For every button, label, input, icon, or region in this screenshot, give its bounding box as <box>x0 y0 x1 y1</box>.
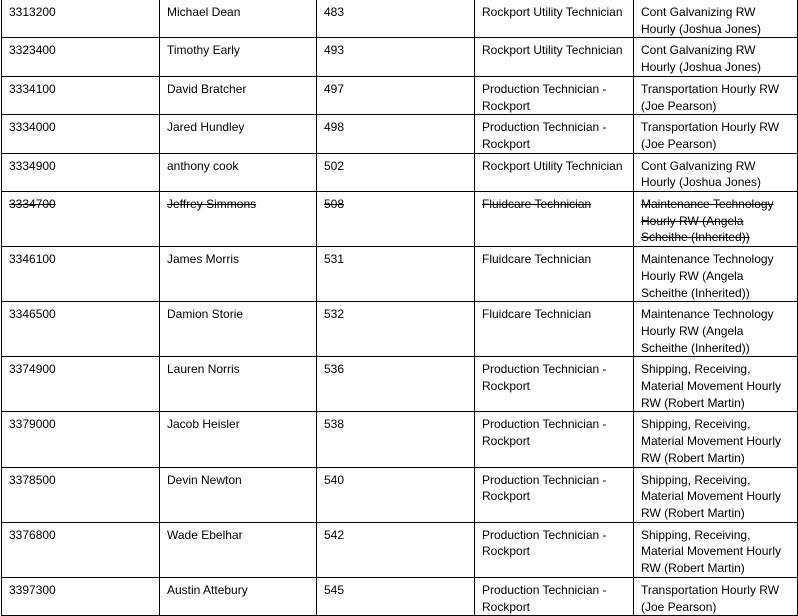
table-row-struck <box>2 192 798 247</box>
employee-id-cell: 3334000 <box>2 115 160 153</box>
department-cell: Maintenance Technology Hourly RW (Angela Scheithe (Inherited)) <box>634 302 798 357</box>
department-cell: Cont Galvanizing RW Hourly (Joshua Jones) <box>634 153 798 191</box>
employee-number-cell: 498 <box>317 115 475 153</box>
employee-name-cell: Jacob Heisler <box>160 412 317 467</box>
employee-id-cell: 3376800 <box>2 522 160 577</box>
employee-number-cell: 531 <box>317 247 475 302</box>
employee-number-cell: 497 <box>317 76 475 114</box>
job-title-cell: Production Technician - Rockport <box>475 577 634 615</box>
employee-table <box>1 0 798 616</box>
job-title-cell: Production Technician - Rockport <box>475 522 634 577</box>
table-row <box>2 38 798 76</box>
employee-name-cell: Damion Storie <box>160 302 317 357</box>
job-title-cell: Production Technician - Rockport <box>475 357 634 412</box>
employee-name-cell: Michael Dean <box>160 0 317 38</box>
employee-id-cell: 3346100 <box>2 247 160 302</box>
table-row <box>2 412 798 467</box>
department-cell: Cont Galvanizing RW Hourly (Joshua Jones) <box>634 0 798 38</box>
department-cell: Transportation Hourly RW (Joe Pearson) <box>634 76 798 114</box>
employee-id-cell: 3334900 <box>2 153 160 191</box>
job-title-cell: Production Technician - Rockport <box>475 115 634 153</box>
job-title-cell: Rockport Utility Technician <box>475 153 634 191</box>
table-row <box>2 115 798 153</box>
employee-name-cell: Jeffrey Simmons <box>160 192 317 247</box>
department-cell: Transportation Hourly RW (Joe Pearson) <box>634 577 798 615</box>
table-row <box>2 302 798 357</box>
department-cell: Shipping, Receiving, Material Movement Hourly RW (Robert Martin) <box>634 412 798 467</box>
employee-id-cell: 3374900 <box>2 357 160 412</box>
employee-number-cell: 502 <box>317 153 475 191</box>
table-row <box>2 76 798 114</box>
employee-name-cell: Lauren Norris <box>160 357 317 412</box>
employee-id-cell: 3397300 <box>2 577 160 615</box>
table-row <box>2 153 798 191</box>
job-title-cell: Production Technician - Rockport <box>475 412 634 467</box>
department-cell: Shipping, Receiving, Material Movement Hourly RW (Robert Martin) <box>634 522 798 577</box>
employee-name-cell: Devin Newton <box>160 467 317 522</box>
department-cell: Shipping, Receiving, Material Movement Hourly RW (Robert Martin) <box>634 357 798 412</box>
employee-id-cell: 3334100 <box>2 76 160 114</box>
employee-name-cell: Austin Attebury <box>160 577 317 615</box>
employee-id-cell: 3313200 <box>2 0 160 38</box>
employee-name-cell: anthony cook <box>160 153 317 191</box>
employee-number-cell: 508 <box>317 192 475 247</box>
employee-id-cell: 3378500 <box>2 467 160 522</box>
table-row <box>2 0 798 38</box>
job-title-cell: Production Technician - Rockport <box>475 76 634 114</box>
table-row <box>2 467 798 522</box>
employee-number-cell: 536 <box>317 357 475 412</box>
job-title-cell: Rockport Utility Technician <box>475 38 634 76</box>
employee-number-cell: 532 <box>317 302 475 357</box>
table-row <box>2 247 798 302</box>
employee-number-cell: 545 <box>317 577 475 615</box>
employee-number-cell: 483 <box>317 0 475 38</box>
job-title-cell: Fluidcare Technician <box>475 192 634 247</box>
table-row <box>2 522 798 577</box>
employee-name-cell: Jared Hundley <box>160 115 317 153</box>
employee-number-cell: 538 <box>317 412 475 467</box>
employee-number-cell: 542 <box>317 522 475 577</box>
job-title-cell: Production Technician - Rockport <box>475 467 634 522</box>
employee-name-cell: David Bratcher <box>160 76 317 114</box>
employee-number-cell: 540 <box>317 467 475 522</box>
table-row <box>2 357 798 412</box>
job-title-cell: Fluidcare Technician <box>475 247 634 302</box>
department-cell: Maintenance Technology Hourly RW (Angela Scheithe (Inherited)) <box>634 247 798 302</box>
employee-name-cell: Wade Ebelhar <box>160 522 317 577</box>
employee-id-cell: 3379000 <box>2 412 160 467</box>
employee-name-cell: Timothy Early <box>160 38 317 76</box>
department-cell: Shipping, Receiving, Material Movement Hourly RW (Robert Martin) <box>634 467 798 522</box>
employee-name-cell: James Morris <box>160 247 317 302</box>
department-cell: Cont Galvanizing RW Hourly (Joshua Jones) <box>634 38 798 76</box>
employee-number-cell: 493 <box>317 38 475 76</box>
employee-table-body <box>2 0 798 616</box>
employee-id-cell: 3334700 <box>2 192 160 247</box>
employee-id-cell: 3346500 <box>2 302 160 357</box>
department-cell: Maintenance Technology Hourly RW (Angela Scheithe (Inherited)) <box>634 192 798 247</box>
department-cell: Transportation Hourly RW (Joe Pearson) <box>634 115 798 153</box>
job-title-cell: Rockport Utility Technician <box>475 0 634 38</box>
job-title-cell: Fluidcare Technician <box>475 302 634 357</box>
employee-id-cell: 3323400 <box>2 38 160 76</box>
table-row <box>2 577 798 615</box>
